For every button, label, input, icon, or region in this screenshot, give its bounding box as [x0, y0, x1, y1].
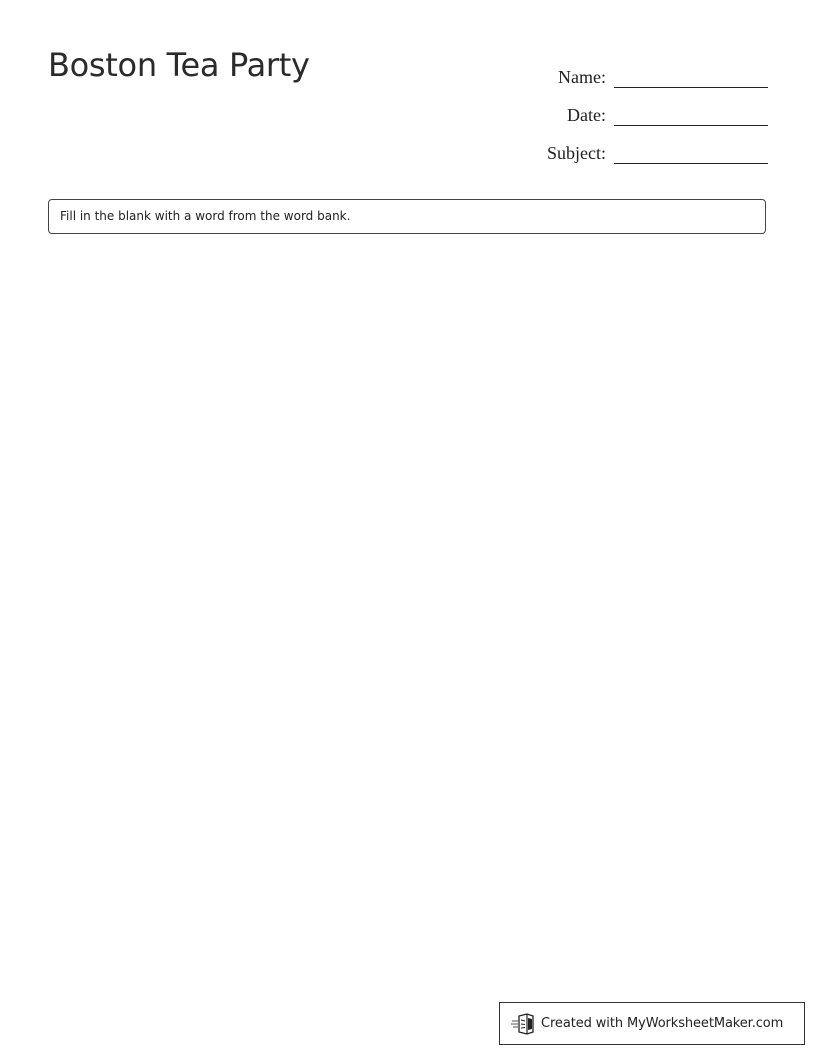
name-blank-line[interactable] [614, 61, 768, 88]
date-field [488, 88, 768, 126]
header-fields [488, 50, 768, 164]
subject-field [488, 126, 768, 164]
date-label: Date: [567, 105, 606, 125]
instructions-box: Fill in the blank with a word from the word bank. [48, 199, 766, 234]
worksheet-title: Boston Tea Party [48, 46, 310, 84]
name-field [488, 50, 768, 88]
name-label: Name: [558, 67, 606, 87]
subject-label: Subject: [547, 143, 606, 163]
date-blank-line[interactable] [614, 99, 768, 126]
footer-badge[interactable] [499, 1002, 805, 1045]
footer-credit-text: Created with MyWorksheetMaker.com [541, 1016, 784, 1031]
worksheet-maker-logo-icon [511, 1012, 535, 1036]
subject-blank-line[interactable] [614, 137, 768, 164]
